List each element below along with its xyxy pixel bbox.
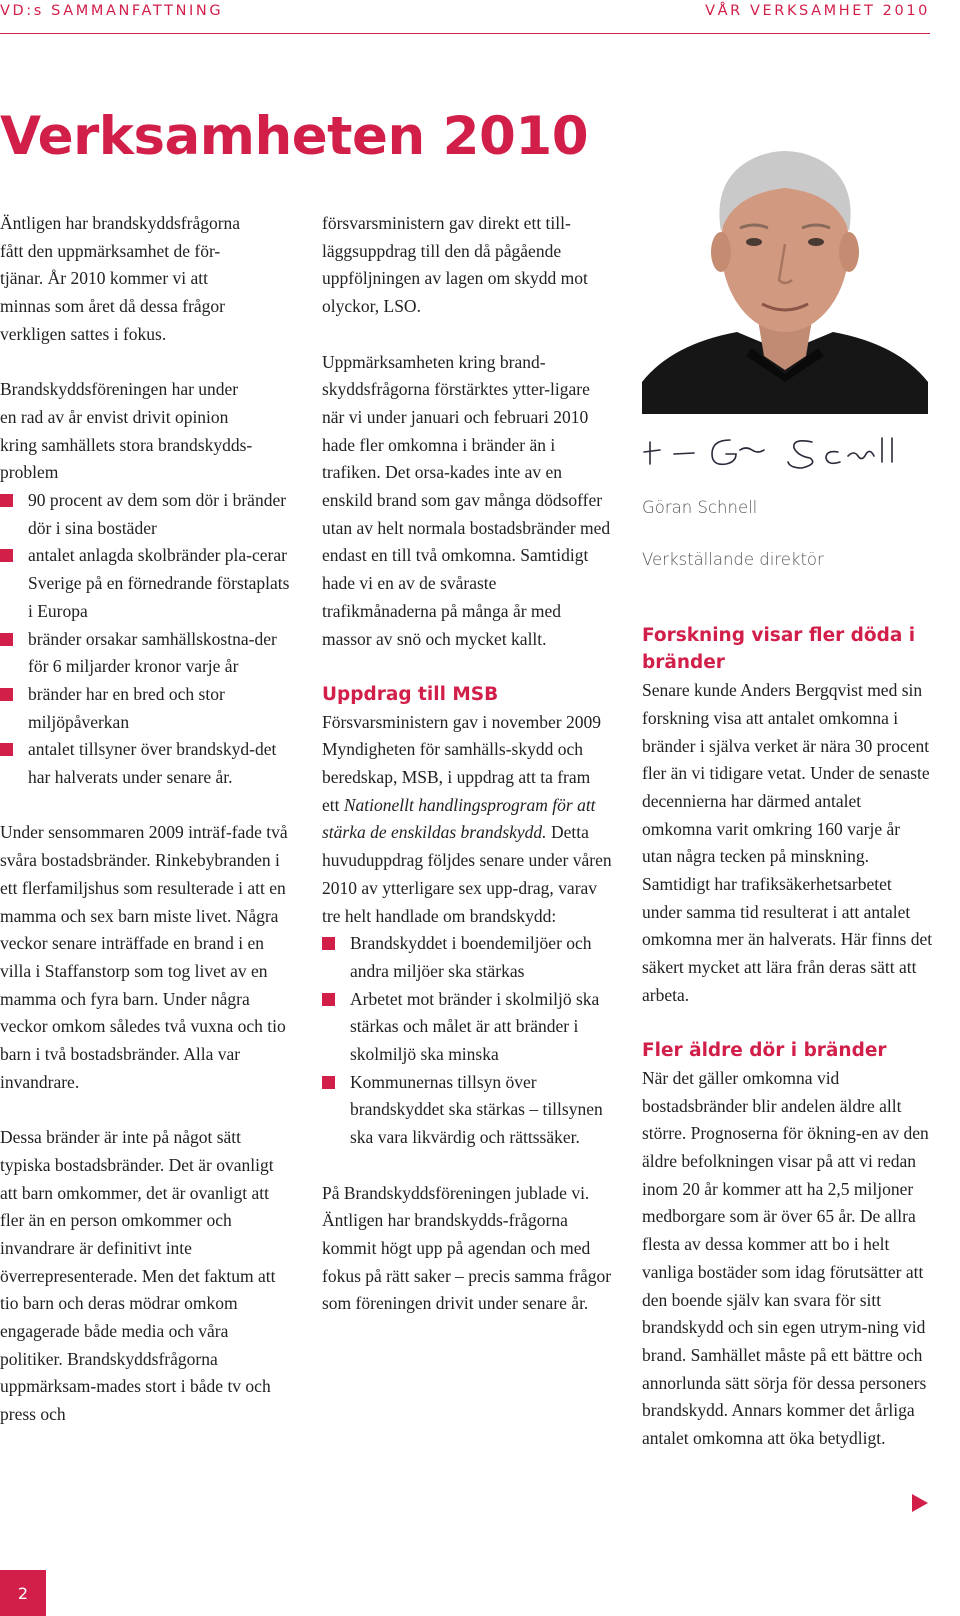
bullet-square-icon bbox=[0, 494, 13, 507]
list-item-text: antalet tillsyner över brandskyd-det har halverats under senare år. bbox=[28, 739, 277, 788]
bullet-square-icon bbox=[0, 743, 13, 756]
list-item bbox=[322, 930, 612, 985]
bullet-square-icon bbox=[322, 1076, 335, 1089]
list-item bbox=[322, 986, 612, 1069]
list-item bbox=[0, 487, 292, 542]
assignment-list bbox=[322, 930, 612, 1152]
msb-text-end: Detta huvuduppdrag följdes senare under våren 2010 av ytterligare sex upp-drag, varav tre helt handlade om brandskydd: bbox=[322, 822, 612, 926]
opinion-paragraph bbox=[0, 376, 292, 487]
list-item-text: Arbetet mot bränder i skolmiljö ska stärkas och målet är att bränder i skolmiljö ska minska bbox=[350, 988, 600, 1065]
list-item-text: antalet anlagda skolbränder pla-cerar Sverige på en förnedrande förstaplats i Europa bbox=[28, 545, 290, 621]
list-item bbox=[322, 1069, 612, 1152]
bullet-square-icon bbox=[0, 688, 13, 701]
page-title: Verksamheten 2010 bbox=[0, 106, 589, 167]
list-item bbox=[0, 681, 292, 736]
msb-paragraph bbox=[322, 709, 612, 931]
column-1 bbox=[0, 210, 292, 1429]
list-item-text: Kommunernas tillsyn över brandskyddet ska stärkas – tillsynen ska vara likvärdig och rättssäker. bbox=[350, 1071, 603, 1148]
signatory-title: Verkställande direktör bbox=[642, 549, 824, 569]
publication-label: VÅR VERKSAMHET 2010 bbox=[705, 3, 930, 19]
section-label: VD:s SAMMANFATTNING bbox=[0, 3, 224, 19]
section-heading-msb: Uppdrag till MSB bbox=[322, 683, 499, 705]
bullet-square-icon bbox=[322, 937, 335, 950]
intro-line: verkligen sattes i fokus. bbox=[0, 323, 167, 344]
bullet-square-icon bbox=[0, 633, 13, 646]
column-2 bbox=[322, 210, 612, 1318]
page-number: 2 bbox=[17, 1583, 29, 1603]
list-item-text: bränder orsakar samhällskostna-der för 6 miljarder kronor varje år bbox=[28, 628, 277, 677]
program-title: Nationellt handlingsprogram för att stärka de enskildas brandskydd. bbox=[322, 794, 596, 843]
intro-line: Äntligen har brandskyddsfrågorna bbox=[0, 213, 241, 233]
section-heading-elderly: Fler äldre dör i bränder bbox=[642, 1040, 887, 1062]
intro-line: fått den uppmärksamhet de för- bbox=[0, 240, 221, 261]
running-header bbox=[0, 0, 930, 34]
list-item bbox=[0, 736, 292, 791]
celebration-paragraph: På Brandskyddsföreningen jublade vi. Äntligen har brandskydds-frågorna kommit högt upp på agendan och med fokus på rätt saker – precis samma frågor som föreningen drivit under senare år. bbox=[322, 1182, 612, 1314]
signature-caption bbox=[642, 496, 934, 572]
paragraph-line: kring samhällets stora brandskydds- bbox=[0, 434, 253, 455]
signature-image bbox=[642, 426, 902, 476]
portrait-photo bbox=[642, 120, 928, 414]
continue-arrow-icon bbox=[912, 1494, 928, 1512]
page-number-badge bbox=[0, 1570, 46, 1616]
section-heading-research: Forskning visar fler döda i bränder bbox=[642, 624, 916, 674]
bullet-square-icon bbox=[322, 993, 335, 1006]
minister-paragraph: försvarsministern gav direkt ett till-läggsuppdrag till den då pågående uppföljningen av lagen om skydd mot olyckor, LSO. bbox=[322, 213, 588, 317]
paragraph-line: en rad av år envist drivit opinion bbox=[0, 406, 229, 427]
intro-line: minnas som året då dessa frågor bbox=[0, 296, 225, 317]
msb-text-start: Försvarsministern gav i november 2009 Myndigheten för samhälls-skydd och beredskap, MSB, i uppdrag att ta fram ett bbox=[322, 711, 601, 815]
column-3 bbox=[642, 120, 934, 1453]
intro-line: tjänar. År 2010 kommer vi att bbox=[0, 268, 209, 289]
list-item-text: Brandskyddet i boendemiljöer och andra miljöer ska stärkas bbox=[350, 933, 592, 981]
paragraph-line: Brandskyddsföreningen har under bbox=[0, 379, 239, 400]
signatory-name: Göran Schnell bbox=[642, 498, 758, 517]
list-item-text: bränder har en bred och stor miljöpåverkan bbox=[28, 683, 225, 732]
paragraph-line: problem bbox=[0, 462, 59, 483]
fires-paragraph: Under sensommaren 2009 inträf-fade två svåra bostadsbränder. Rinkebybranden i ett flerfamiljshus som resulterade i att en mamma och sex barn miste livet. Några veckor senare inträffade en brand i en villa i Staffanstorp som tog livet av en mamma och fyra barn. Under några veckor omkom således två vuxna och tio barn i två bostadsbränder. Alla var invandrare. bbox=[0, 822, 288, 1092]
atypical-fires-paragraph: Dessa bränder är inte på något sätt typiska bostadsbränder. Det är ovanligt att barn omkommer, det är ovanligt att fler än en person omkommer och invandrare är definitivt inte överrepresenterade. Men det faktum att tio barn och deras mödrar omkom engagerade både media och våra politiker. Brandskyddsfrågorna uppmärksam-mades stort i både tv och press och bbox=[0, 1127, 276, 1425]
list-item bbox=[0, 626, 292, 681]
list-item bbox=[0, 542, 292, 625]
intro-paragraph bbox=[0, 210, 292, 349]
research-paragraph: Senare kunde Anders Bergqvist med sin forskning visa att antalet omkomna i bränder i själva verket är nära 30 procent fler än vi tidigare vetat. Under de senaste decennierna har därmed antalet omkomna varit omkring 160 varje år utan några tecken på minskning. Samtidigt har trafiksäkerhetsarbetet under samma tid resulterat i att antalet omkomna mer än halverats. Här finns det säkert mycket att lära från deras sätt att arbeta. bbox=[642, 680, 933, 1005]
attention-paragraph: Uppmärksamheten kring brand-skyddsfrågorna förstärktes ytter-ligare när vi under januari och februari 2010 hade fler omkomna i bränder än i trafiken. Det orsa-kades inte av en enskild brand som gav många dödsoffer utan av helt normala bostadsbränder med endast en till två omkomna. Samtidigt hade vi en av de svåraste trafikmånaderna på många år med massor av snö och mycket kallt. bbox=[322, 351, 611, 649]
problem-list bbox=[0, 487, 292, 792]
elderly-paragraph: När det gäller omkomna vid bostadsbränder blir andelen äldre allt större. Prognoserna för ökning-en av den äldre befolkningen visar på att vi redan inom 20 år kommer att ha 2,5 miljoner medborgare som är över 65 år. De allra flesta av dessa kommer att bo i helt vanliga bostäder som idag förutsätter att den boende själv kan svara för sitt brandskydd och sin egen utrym-ning vid brand. Samhället måste på ett bättre och annorlunda sätt sörja för dessa personers brandskydd. Annars kommer det årliga antalet omkomna att öka betydligt. bbox=[642, 1067, 929, 1449]
bullet-square-icon bbox=[0, 549, 13, 562]
list-item-text: 90 procent av dem som dör i bränder dör i sina bostäder bbox=[28, 490, 287, 538]
